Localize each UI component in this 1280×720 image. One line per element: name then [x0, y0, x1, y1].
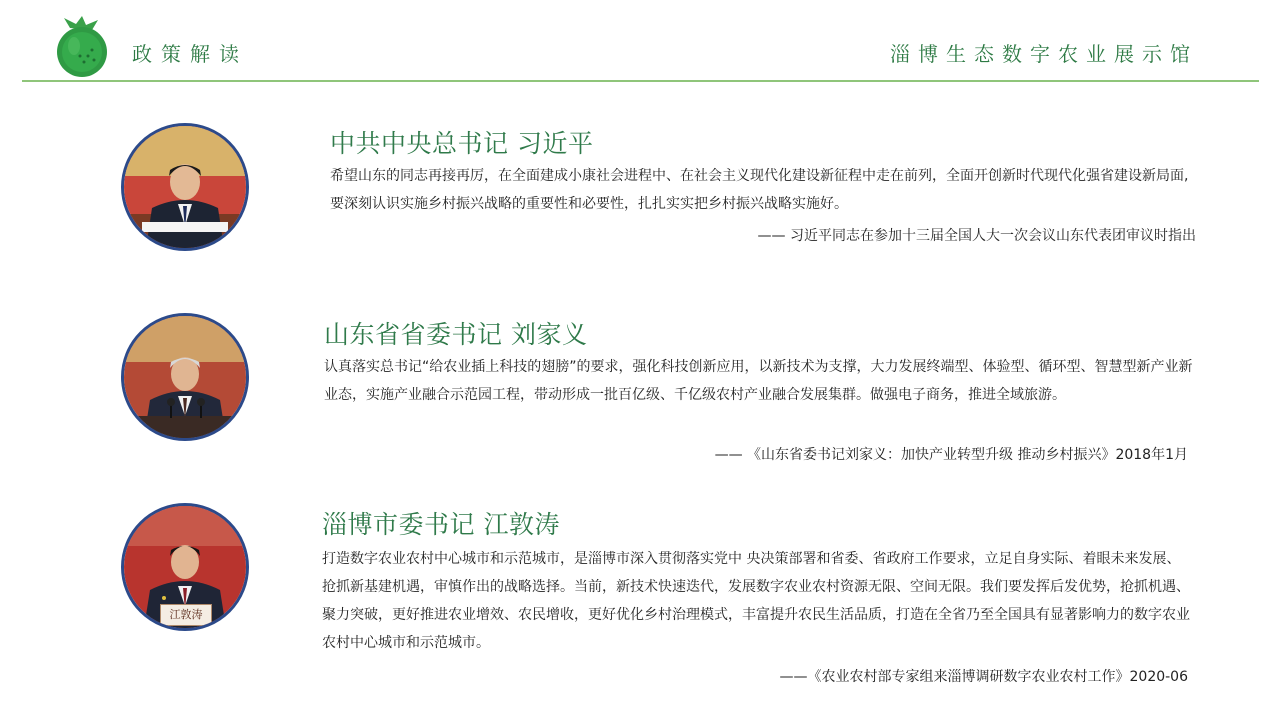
- section-title: 政策解读: [132, 42, 248, 66]
- leader-title-2: 山东省省委书记 刘家义: [324, 320, 588, 349]
- leader-quote-2: 认真落实总书记“给农业插上科技的翅膀”的要求，强化科技创新应用，以新技术为支撑，大力发展终端型、体验型、循环型、智慧型新产业新业态，实施产业融合示范园工程，带动形成一批百亿级、千亿级农村产业融合发展集群。做强电子商务，推进全域旅游。: [324, 359, 1193, 403]
- portrait-jiang-duntao: [121, 503, 249, 631]
- leader-source-1: —— 习近平同志在参加十三届全国人大一次会议山东代表团审议时指出: [757, 228, 1196, 244]
- portrait-liu-jiayi: [121, 313, 249, 441]
- leader-quote-1: 希望山东的同志再接再厉，在全面建成小康社会进程中、在社会主义现代化建设新征程中走在前列，全面开创新时代现代化强省建设新局面,要深刻认识实施乡村振兴战略的重要性和必要性，扎扎实实把乡村振兴战略实施好。: [330, 168, 1189, 212]
- leader-source-2: —— 《山东省委书记刘家义：加快产业转型升级 推动乡村振兴》2018年1月: [714, 447, 1188, 463]
- portrait-xi-jinping: [121, 123, 249, 251]
- nameplate: 江敦涛: [160, 604, 212, 626]
- logo-icon: [54, 16, 110, 78]
- leader-title-1: 中共中央总书记 习近平: [330, 129, 594, 158]
- header-divider: [22, 80, 1259, 82]
- leader-source-3: ——《农业农村部专家组来淄博调研数字农业农村工作》2020-06: [779, 669, 1188, 685]
- leader-title-3: 淄博市委书记 江敦涛: [322, 510, 560, 539]
- site-title: 淄博生态数字农业展示馆: [890, 42, 1198, 66]
- leader-quote-3: 打造数字农业农村中心城市和示范城市，是淄博市深入贯彻落实党中 央决策部署和省委、省政府工作要求，立足自身实际、着眼未来发展、 抢抓新基建机遇，审慎作出的战略选择。当前，新技术快速迭代，发展数字农业农村资源无限、空间无限。我们要发挥后发优势，抢抓机遇、聚力突破，更好推进农业增效、农民增收，更好优化乡村治理模式，丰富提升农民生活品质，打造在全省乃至全国具有显著影响力的数字农业农村中心城市和示范城市。: [322, 551, 1190, 651]
